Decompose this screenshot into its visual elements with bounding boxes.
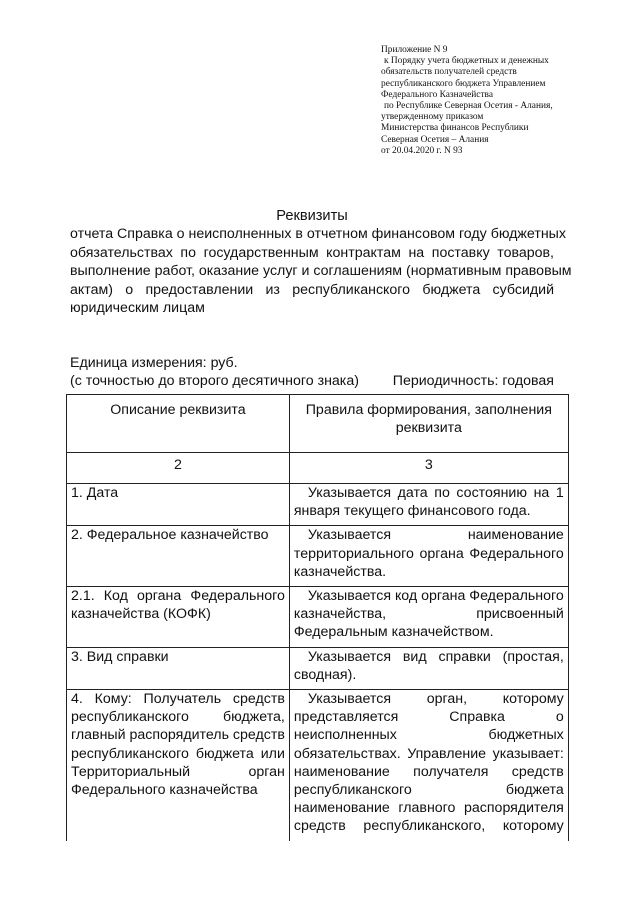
cell-line: средств республиканского, которому [293,818,564,835]
column-number-row [67,453,569,484]
periodicity: Периодичность: годовая [392,373,554,389]
header-label: Описание реквизита [110,402,246,418]
precision-periodicity-row [70,372,554,390]
appendix-line: Северная Осетия – Алания [381,134,489,145]
description-cell [67,587,290,648]
cell-line: представляется Справка о [293,709,564,726]
subject-line: юридическим лицам [70,300,205,317]
cell-line: наименование получателя средств [293,763,564,780]
rules-cell [289,647,568,689]
cell-line: 3. Вид справки [71,648,169,665]
appendix-line: от 20.04.2020 г. N 93 [381,145,463,156]
cell-line: неисполненных бюджетных [293,727,564,744]
cell-line: Указывается орган, которому [307,691,564,708]
table-row [67,647,569,689]
description-cell [67,526,290,587]
header-label: реквизита [395,420,462,437]
cell-line: республиканского бюджета или [71,745,285,762]
appendix-line: по Республике Северная Осетия - Алания, [384,101,553,112]
cell-line: Указывается код органа Федерального [307,588,564,605]
cell-line: казначейства (КОФК) [71,606,211,623]
subject-line: обязательствах по государственным контрактам на поставку товаров, [70,244,554,261]
cell-line: республиканского бюджета [293,782,564,799]
subject-line: выполнение работ, оказание услуг и соглашениям (нормативным правовым [70,263,572,280]
header-label: Правила формирования, заполнения [305,402,552,418]
unit-of-measure: Единица измерения: руб. [70,355,238,371]
cell-line: наименование главного распорядителя [293,800,564,817]
cell-line: Указывается вид справки (простая, [307,648,564,665]
cell-line: 2.1. Код органа Федерального [71,588,285,605]
rules-cell [289,526,568,587]
appendix-block [381,45,611,157]
appendix-line: утвержденному приказом [381,112,484,123]
cell-line: Указывается дата по состоянию на 1 [307,485,564,501]
rules-cell [289,587,568,648]
subject-line: актам) о предоставлении из республиканского бюджета субсидий [70,281,554,298]
table-row [67,526,569,587]
cell-line: 2. Федеральное казначейство [71,527,269,544]
appendix-line: Федерального Казначейства [381,89,494,100]
table-header-row [67,395,569,453]
cell-line: Территориальный орган [71,763,285,780]
cell-line: казначейства. [293,563,387,580]
column-number-cell: 2 [67,453,290,484]
description-cell [67,647,290,689]
description-cell [67,690,290,841]
appendix-line: Министерства финансов Республики [381,123,529,134]
appendix-line: республиканского бюджета Управлением [381,78,546,89]
cell-line: Указывается наименование [307,527,564,544]
rules-cell [289,690,568,841]
appendix-line: к Порядку учета бюджетных и денежных [384,56,549,67]
cell-line: главный распорядитель средств [71,727,285,744]
cell-line: территориального органа Федерального [293,545,564,562]
cell-line: обязательствах. Управление указывает: [293,745,564,762]
description-cell [67,484,290,526]
appendix-line: обязательств получателей средств [381,67,517,78]
cell-line: января текущего финансового года. [293,503,531,520]
cell-line: 1. Дата [71,485,119,501]
appendix-line: Приложение N 9 [381,45,448,55]
header-cell-description [67,395,290,453]
header-cell-rules [289,395,568,453]
requisites-table [66,394,569,841]
cell-line: 4. Кому: Получатель средств [71,691,285,708]
cell-line: сводная). [293,666,357,683]
column-number-cell: 3 [289,453,568,484]
rules-cell [289,484,568,526]
subject-line: отчета Справка о неисполненных в отчетном финансовом году бюджетных [70,226,566,242]
document-heading: Реквизиты [276,208,348,224]
cell-line: Федеральным казначейством. [293,624,494,641]
cell-line: Федерального казначейства [71,782,258,799]
table-row [67,587,569,648]
table-row [67,484,569,526]
table-row [67,690,569,841]
cell-line: казначейства, присвоенный [293,606,564,623]
cell-line: республиканского бюджета, [71,709,285,726]
precision-note: (с точностью до второго десятичного знака) [70,373,359,389]
document-subject [70,225,572,318]
